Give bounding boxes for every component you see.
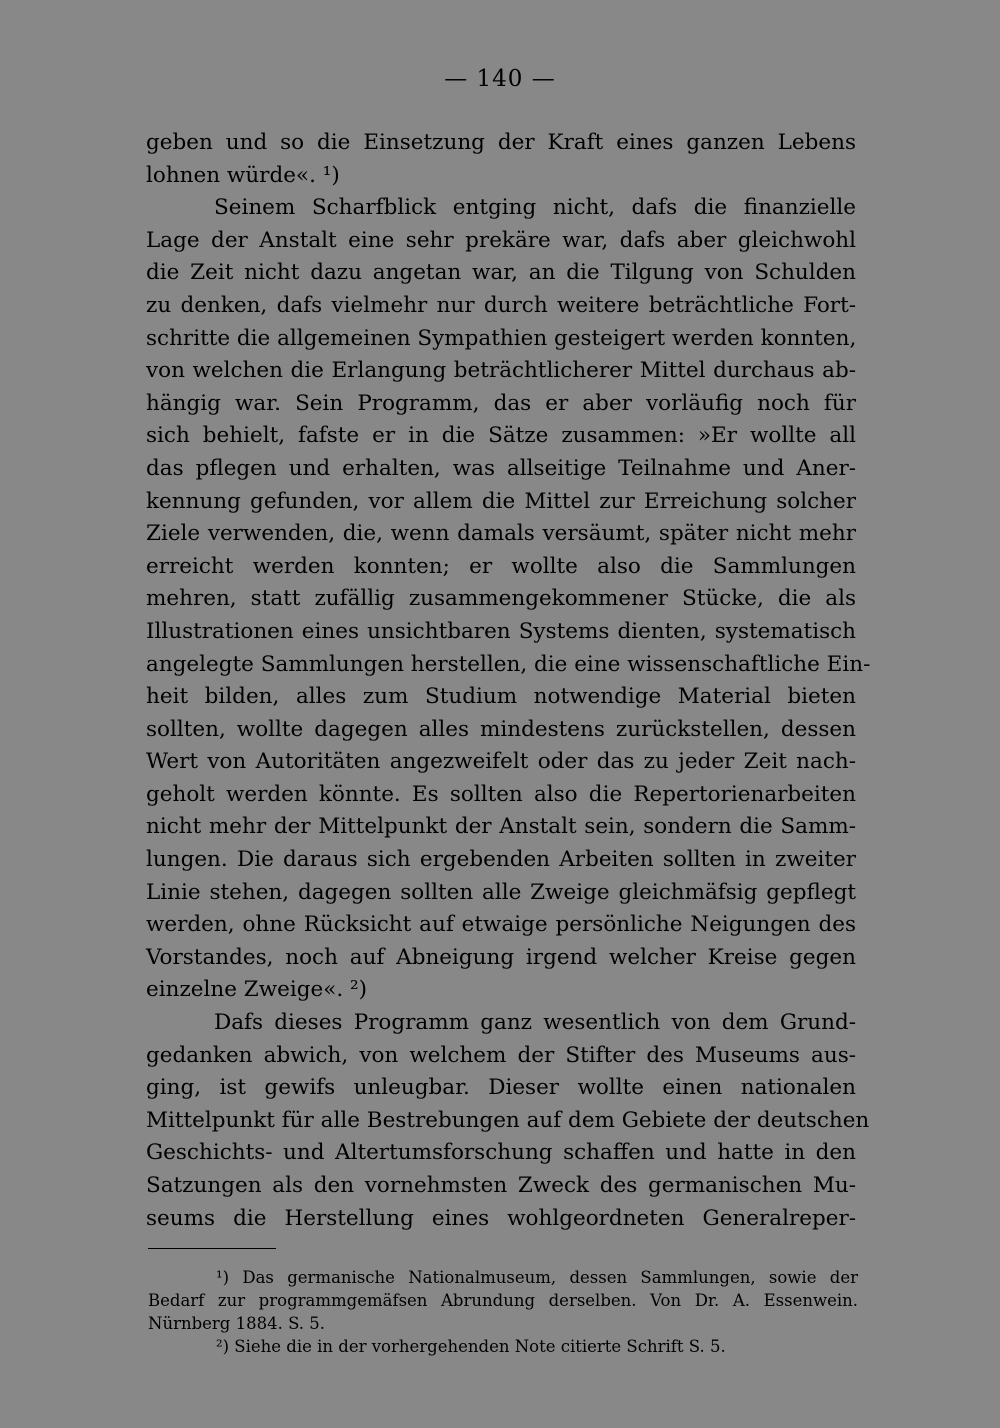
- text-line: gedanken abwich, von welchem der Stifter des Museums aus-: [146, 1042, 856, 1068]
- text-line: Illustrationen eines unsichtbaren Systems dienten, systematisch: [146, 618, 856, 644]
- text-line: das pflegen und erhalten, was allseitige Teilnahme und Aner-: [146, 455, 856, 481]
- footnote-line: ²) Siehe die in der vorhergehenden Note citierte Schrift S. 5.: [216, 1337, 726, 1356]
- text-line: kennung gefunden, vor allem die Mittel zur Erreichung solcher: [146, 488, 856, 514]
- text-line: einzelne Zweige«. ²): [146, 977, 368, 1003]
- footnotes: [148, 1266, 858, 1358]
- text-line: Dafs dieses Programm ganz wesentlich von dem Grund-: [214, 1010, 856, 1036]
- footnote-separator: [148, 1248, 276, 1249]
- text-line: lohnen würde«. ¹): [146, 162, 340, 188]
- text-line: hängig war. Sein Programm, das er aber vorläufig noch für: [146, 390, 856, 416]
- text-line: werden, ohne Rücksicht auf etwaige persönliche Neigungen des: [146, 912, 856, 938]
- body-text: [146, 127, 871, 1235]
- text-line: Vorstandes, noch auf Abneigung irgend welcher Kreise gegen: [146, 944, 856, 970]
- text-line: erreicht werden konnten; er wollte also die Sammlungen: [146, 553, 856, 579]
- text-line: schritte die allgemeinen Sympathien gesteigert werden konnten,: [146, 325, 857, 351]
- text-line: Linie stehen, dagegen sollten alle Zweige gleichmäfsig gepflegt: [146, 879, 856, 905]
- text-line: Wert von Autoritäten angezweifelt oder das zu jeder Zeit nach-: [146, 749, 856, 775]
- text-line: die Zeit nicht dazu angetan war, an die Tilgung von Schulden: [146, 260, 856, 286]
- footnote-line: Bedarf zur programmgemäfsen Abrundung derselben. Von Dr. A. Essenwein.: [148, 1291, 858, 1310]
- footnote-line: Nürnberg 1884. S. 5.: [148, 1314, 326, 1333]
- text-line: angelegte Sammlungen herstellen, die eine wissenschaftliche Ein-: [146, 651, 871, 677]
- text-line: nicht mehr der Mittelpunkt der Anstalt sein, sondern die Samm-: [146, 814, 856, 840]
- text-line: sollten, wollte dagegen alles mindestens zurückstellen, dessen: [146, 716, 856, 742]
- text-line: seums die Herstellung eines wohlgeordneten Generalreper-: [146, 1205, 856, 1231]
- text-line: Lage der Anstalt eine sehr prekäre war, dafs aber gleichwohl: [146, 227, 856, 253]
- text-line: Geschichts- und Altertumsforschung schaffen und hatte in den: [146, 1140, 856, 1166]
- footnote-line: ¹) Das germanische Nationalmuseum, dessen Sammlungen, sowie der: [216, 1268, 858, 1287]
- text-line: Seinem Scharfblick entging nicht, dafs die finanzielle: [214, 195, 856, 221]
- text-line: lungen. Die daraus sich ergebenden Arbeiten sollten in zweiter: [146, 847, 856, 873]
- text-line: geben und so die Einsetzung der Kraft eines ganzen Lebens: [146, 130, 856, 155]
- text-line: zu denken, dafs vielmehr nur durch weitere beträchtliche Fort-: [146, 292, 856, 318]
- text-line: Satzungen als den vornehmsten Zweck des germanischen Mu-: [146, 1173, 856, 1198]
- text-line: Ziele verwenden, die, wenn damals versäumt, später nicht mehr: [146, 521, 856, 547]
- page-number: — 140 —: [444, 66, 556, 92]
- text-line: Mittelpunkt für alle Bestrebungen auf dem Gebiete der deutschen: [146, 1107, 870, 1133]
- text-line: von welchen die Erlangung beträchtlicherer Mittel durchaus ab-: [146, 358, 856, 384]
- text-line: sich behielt, fafste er in die Sätze zusammen: »Er wollte all: [146, 423, 856, 449]
- text-line: mehren, statt zufällig zusammengekommener Stücke, die als: [146, 586, 856, 612]
- text-line: ging, ist gewifs unleugbar. Dieser wollte einen nationalen: [146, 1075, 856, 1101]
- text-line: heit bilden, alles zum Studium notwendige Material bieten: [146, 684, 856, 710]
- text-line: geholt werden könnte. Es sollten also die Repertorienarbeiten: [146, 781, 856, 807]
